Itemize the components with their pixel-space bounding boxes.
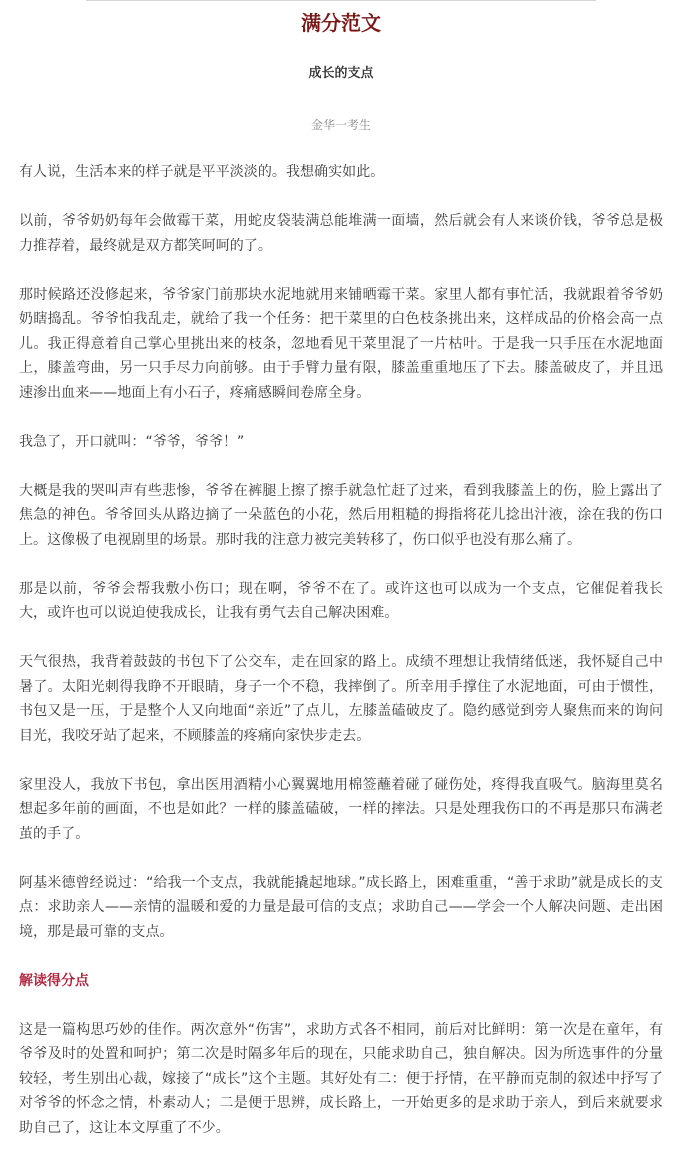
essay-paragraph: 天气很热，我背着鼓鼓的书包下了公交车，走在回家的路上。成绩不理想让我情绪低迷，我怀疑自己中暑了。太阳光刺得我睁不开眼睛，身子一个不稳，我摔倒了。所幸用手撑住了水泥地面，可由于惯性，书包又是一压，于是整个人又向地面“亲近”了点儿，左膝盖磕破皮了。隐约感觉到旁人聚焦而来的询问目光，我咬牙站了起来，不顾膝盖的疼痛向家快步走去。 (19, 654, 663, 744)
author-byline: 金华一考生 (310, 118, 371, 132)
essay-title: 成长的支点 (308, 66, 374, 81)
essay-paragraph: 大概是我的哭叫声有些悲惨，爷爷在裤腿上擦了擦手就急忙赶了过来，看到我膝盖上的伤，脸上露出了焦急的神色。爷爷回头从路边摘了一朵蓝色的小花，然后用粗糙的拇指将花儿捻出汁液，涂在我的伤口上。这像极了电视剧里的场景。那时我的注意力被完美转移了，伤口似乎也没有那么痛了。 (19, 482, 663, 548)
page-title: 满分范文 (301, 11, 381, 35)
essay-paragraph: 以前，爷爷奶奶每年会做霉干菜，用蛇皮袋装满总能堆满一面墙，然后就会有人来谈价钱，爷爷总是极力推荐着，最终就是双方都笑呵呵的了。 (19, 213, 663, 254)
essay-paragraph: 那是以前，爷爷会帮我敷小伤口；现在啊，爷爷不在了。或许这也可以成为一个支点，它催促着我长大，或许也可以说迫使我成长，让我有勇气去自己解决困难。 (19, 580, 663, 621)
top-divider (86, 0, 596, 1)
essay-paragraph: 我急了，开口就叫：“爷爷，爷爷！” (19, 433, 245, 450)
analysis-paragraph: 这是一篇构思巧妙的佳作。两次意外“伤害”，求助方式各不相同，前后对比鲜明：第一次是在童年，有爷爷及时的处置和呵护；第二次是时隔多年后的现在，只能求助自己，独自解决。因为所选事件的分量较轻，考生别出心裁，嫁接了“成长”这个主题。其好处有二：便于抒情，在平静而克制的叙述中抒写了对爷爷的怀念之情，朴素动人；二是便于思辨，成长路上，一开始更多的是求助于亲人，到后来就要求助自己了，这让本文厚重了不少。 (19, 1021, 663, 1136)
essay-paragraph: 家里没人，我放下书包，拿出医用酒精小心翼翼地用棉签蘸着碰了碰伤处，疼得我直吸气。脑海里莫名想起多年前的画面，不也是如此？一样的膝盖磕破，一样的摔法。只是处理我伤口的不再是那只布满老茧的手了。 (19, 776, 663, 842)
article-body (19, 160, 663, 1165)
essay-paragraph: 有人说，生活本来的样子就是平平淡淡的。我想确实如此。 (19, 164, 385, 180)
essay-paragraph: 那时候路还没修起来，爷爷家门前那块水泥地就用来铺晒霉干菜。家里人都有事忙活，我就跟着爷爷奶奶瞎捣乱。爷爷怕我乱走，就给了我一个任务：把干菜里的白色枝条挑出来，这样成品的价格会高一点儿。我正得意着自己掌心里挑出来的枝条，忽地看见干菜里混了一片枯叶。于是我一只手压在水泥地面上，膝盖弯曲，另一只手尽力向前够。由于手臂力量有限，膝盖重重地压了下去。膝盖破皮了，并且迅速渗出血来——地面上有小石子，疼痛感瞬间卷席全身。 (19, 286, 663, 401)
essay-paragraph: 阿基米德曾经说过：“给我一个支点，我就能撬起地球。”成长路上，困难重重，“善于求助”就是成长的支点：求助亲人——亲情的温暖和爱的力量是最可信的支点；求助自己——学会一个人解决问题、走出困境，那是最可靠的支点。 (19, 874, 663, 940)
analysis-heading: 解读得分点 (19, 972, 89, 989)
